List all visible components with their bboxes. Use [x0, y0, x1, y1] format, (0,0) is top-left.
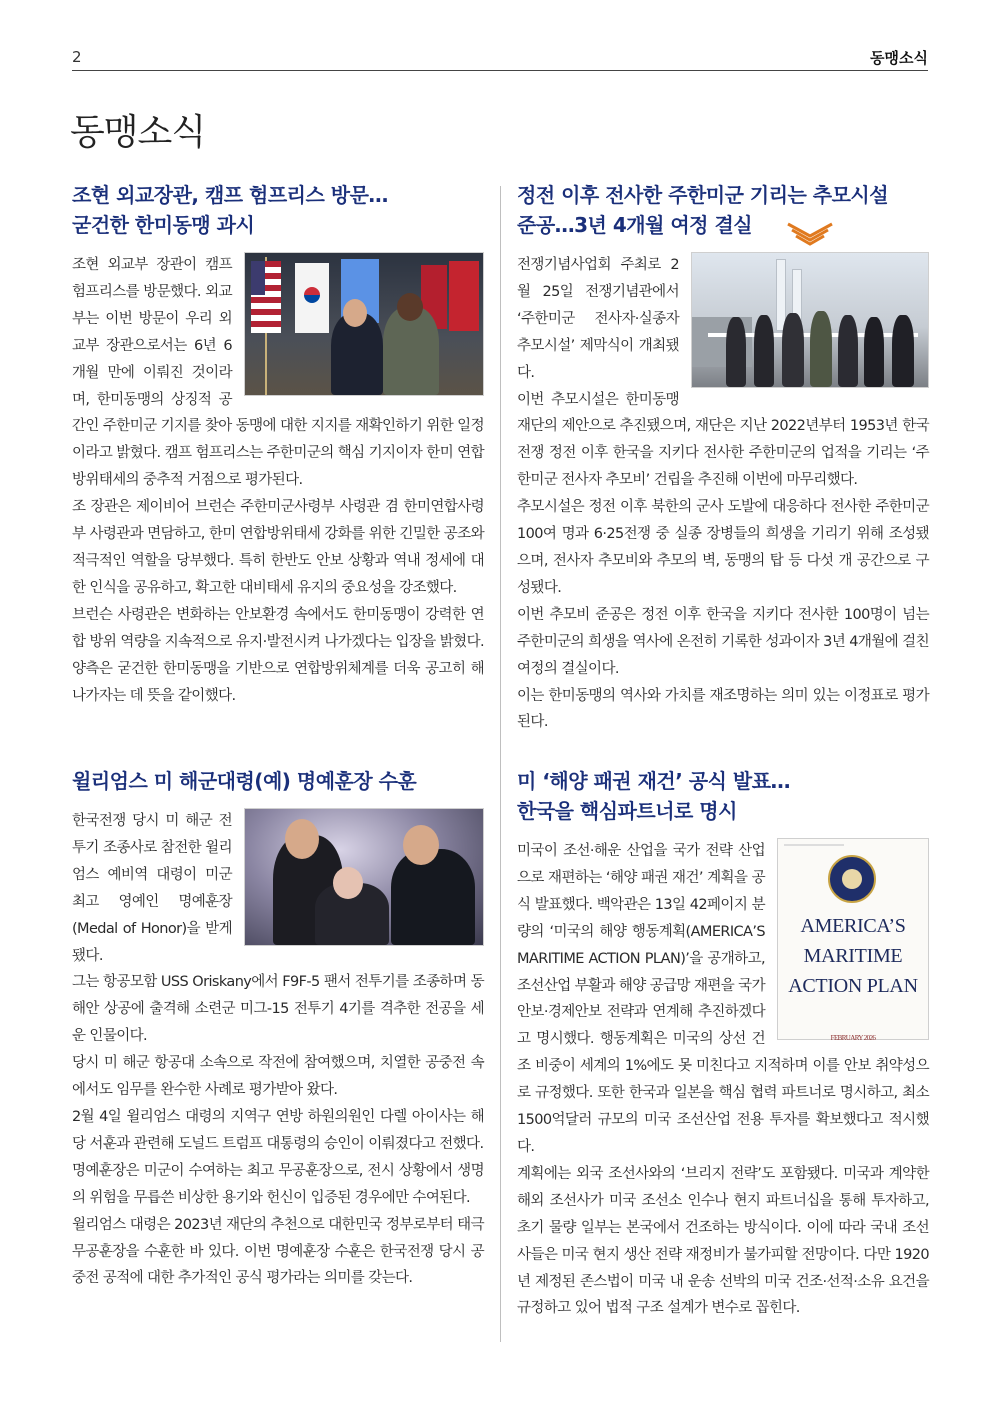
header-rule [72, 70, 928, 71]
paragraph: 미국이 조선·해운 산업을 국가 전략 산업으로 재편하는 ‘해양 패권 재건’ 계획을 공식 발표했다. 백악관은 13일 42페이지 분량의 ‘미국의 해양 행동계획(AMERICA’S MARITIME ACTION PLAN)’을 공개하고, 조선산업 부활과 해양 공급망 재편을 국가안보·경제안보 전략과 연계해 추진하겠다고 명시했다. 행동계획은 미국의 상선 건조 비중이 세계의 1%에도 못 미친다고 지적하며 이를 안보 취약성으로 규정했다. 또한 한국과 일본을 핵심 협력 파트너로 명시하고, 최소 1500억달러 규모의 미국 조선산업 전용 투자를 확보했다고 적시했다. [517, 843, 929, 1155]
handshake-photo [244, 252, 484, 396]
article-body [517, 252, 929, 736]
article-maritime-plan [517, 766, 929, 1322]
paragraph: 그는 항공모함 USS Oriskany에서 F9F-5 팬서 전투기를 조종하며 동해안 상공에 출격해 소련군 미그-15 전투기 4기를 격추한 전공을 세운 인물이다. [72, 974, 484, 1045]
article-body [72, 808, 484, 1292]
headline-line: 정전 이후 전사한 주한미군 기리는 추모시설 [517, 183, 889, 207]
headline-line: 굳건한 한미동맹 과시 [72, 213, 255, 237]
paragraph: 이번 추모비 준공은 정전 이후 한국을 지키다 전사한 100명이 넘는 주한미군의 희생을 역사에 온전히 기록한 성과이자 3년 4개월에 걸친 여정의 결실이다. [517, 606, 929, 677]
article-headline [517, 766, 929, 826]
headline-line: 한국을 핵심파트너로 명시 [517, 799, 737, 823]
paragraph: 당시 미 해군 항공대 소속으로 작전에 참여했으며, 치열한 공중전 속에서도 임무를 완수한 사례로 평가받아 왔다. [72, 1055, 484, 1099]
paragraph: 조현 외교부 장관이 캠프 험프리스를 방문했다. 외교부는 이번 방문이 우리 외교부 장관으로서는 6년 6개월 만에 이뤄진 것이라며, 한미동맹의 상징적 공간인 주한미군 기지를 찾아 동맹에 대한 지지를 재확인하기 위한 일정이라고 밝혔다. 캠프 험프리스는 주한미군의 핵심 기지이자 한미 연합방위태세의 중추적 거점으로 평가된다. [72, 257, 484, 489]
headline-line: 조현 외교장관, 캠프 험프리스 방문… [72, 183, 388, 207]
paragraph: 명예훈장은 미군이 수여하는 최고 무공훈장으로, 전시 상황에서 생명의 위험을 무릅쓴 비상한 용기와 헌신이 입증된 경우에만 수여된다. [72, 1162, 484, 1206]
headline-line: 준공…3년 4개월 여정 결실 [517, 213, 753, 237]
article-body [517, 838, 929, 1322]
article-body [72, 252, 484, 709]
column-divider [500, 186, 501, 1342]
paragraph: 추모시설은 정전 이후 북한의 군사 도발에 대응하다 전사한 주한미군 100여 명과 6·25전쟁 중 실종 장병들의 희생을 기리기 위해 조성됐으며, 전사자 추모비와 추모의 벽, 동맹의 탑 등 다섯 개 공간으로 구성됐다. [517, 499, 929, 596]
article-memorial [517, 180, 929, 736]
paragraph: 전쟁기념사업회 주최로 2월 25일 전쟁기념관에서 ‘주한미군 전사자·실종자 추모시설’ 제막식이 개최됐다. [517, 257, 679, 381]
article-headline [72, 766, 484, 796]
headline-line: 미 ‘해양 패권 재건’ 공식 발표… [517, 769, 791, 793]
headline-line: 윌리엄스 미 해군대령(예) 명예훈장 수훈 [72, 769, 417, 793]
article-headline [72, 180, 484, 240]
paragraph: 이는 한미동맹의 역사와 가치를 재조명하는 의미 있는 이정표로 평가된다. [517, 687, 929, 731]
paragraph: 브런슨 사령관은 변화하는 안보환경 속에서도 한미동맹이 강력한 연합 방위 역량을 지속적으로 유지·발전시켜 나가겠다는 입장을 밝혔다. 양측은 굳건한 한미동맹을 기반으로 연합방위체계를 더욱 공고히 해 나가자는 데 뜻을 같이했다. [72, 606, 484, 704]
report-cover-title: AMERICA’S MARITIME ACTION PLAN [788, 915, 918, 997]
layered-chevron-logo-icon [782, 222, 838, 252]
page-number: 2 [72, 48, 82, 66]
paragraph: 2월 4일 윌리엄스 대령의 지역구 연방 하원의원인 다렐 아이사는 해당 서훈과 관련해 도널드 트럼프 대통령의 승인이 이뤄졌다고 전했다. [72, 1108, 484, 1152]
paragraph: 한국전쟁 당시 미 해군 전투기 조종사로 참전한 윌리엄스 예비역 대령이 미군 최고 영예인 명예훈장(Medal of Honor)을 받게 됐다. [72, 813, 232, 964]
page-title: 동맹소식 [70, 112, 206, 153]
paragraph: 계획에는 외국 조선사와의 ‘브리지 전략’도 포함됐다. 미국과 계약한 해외 조선사가 미국 조선소 인수나 현지 파트너십을 통해 투자하고, 초기 물량 일부는 본국에서 건조하는 방식이다. 이에 따라 국내 조선사들은 미국 현지 생산 전략 재정비가 불가피할 전망이다. 다만 1920년 제정된 존스법이 미국 내 운송 선박의 미국 건조·선적·소유 요건을 규정하고 있어 법적 구조 설계가 변수로 꼽힌다. [517, 1165, 929, 1317]
paragraph: 이번 추모시설은 한미동맹재단의 제안으로 추진됐으며, 재단은 지난 2022년부터 1953년 한국전쟁 정전 이후 한국을 지키다 전사한 주한미군의 업적을 기리는 ‘주한미군 전사자 추모비’ 건립을 추진해 이번에 마무리했다. [517, 391, 929, 489]
report-cover-image [777, 838, 929, 1040]
report-cover-date: FEBRUARY 2026 [830, 1034, 876, 1042]
article-medal-of-honor [72, 766, 484, 1292]
article-camp-humphreys [72, 180, 484, 709]
ribbon-cutting-photo [691, 252, 929, 388]
veteran-group-photo [244, 808, 484, 946]
article-headline [517, 180, 929, 240]
presidential-seal-icon [828, 855, 876, 903]
paragraph: 조 장관은 제이비어 브런슨 주한미군사령부 사령관 겸 한미연합사령부 사령관과 면담하고, 한미 연합방위태세 강화를 위한 긴밀한 공조와 적극적인 역할을 당부했다. 특히 한반도 안보 상황과 역내 정세에 대한 인식을 공유하고, 확고한 대비태세 유지의 중요성을 강조했다. [72, 499, 484, 596]
header-section-name: 동맹소식 [870, 49, 928, 67]
paragraph: 윌리엄스 대령은 2023년 재단의 추천으로 대한민국 정부로부터 태극무공훈장을 수훈한 바 있다. 이번 명예훈장 수훈은 한국전쟁 당시 공중전 공적에 대한 추가적인 공식 평가라는 의미를 갖는다. [72, 1216, 484, 1287]
